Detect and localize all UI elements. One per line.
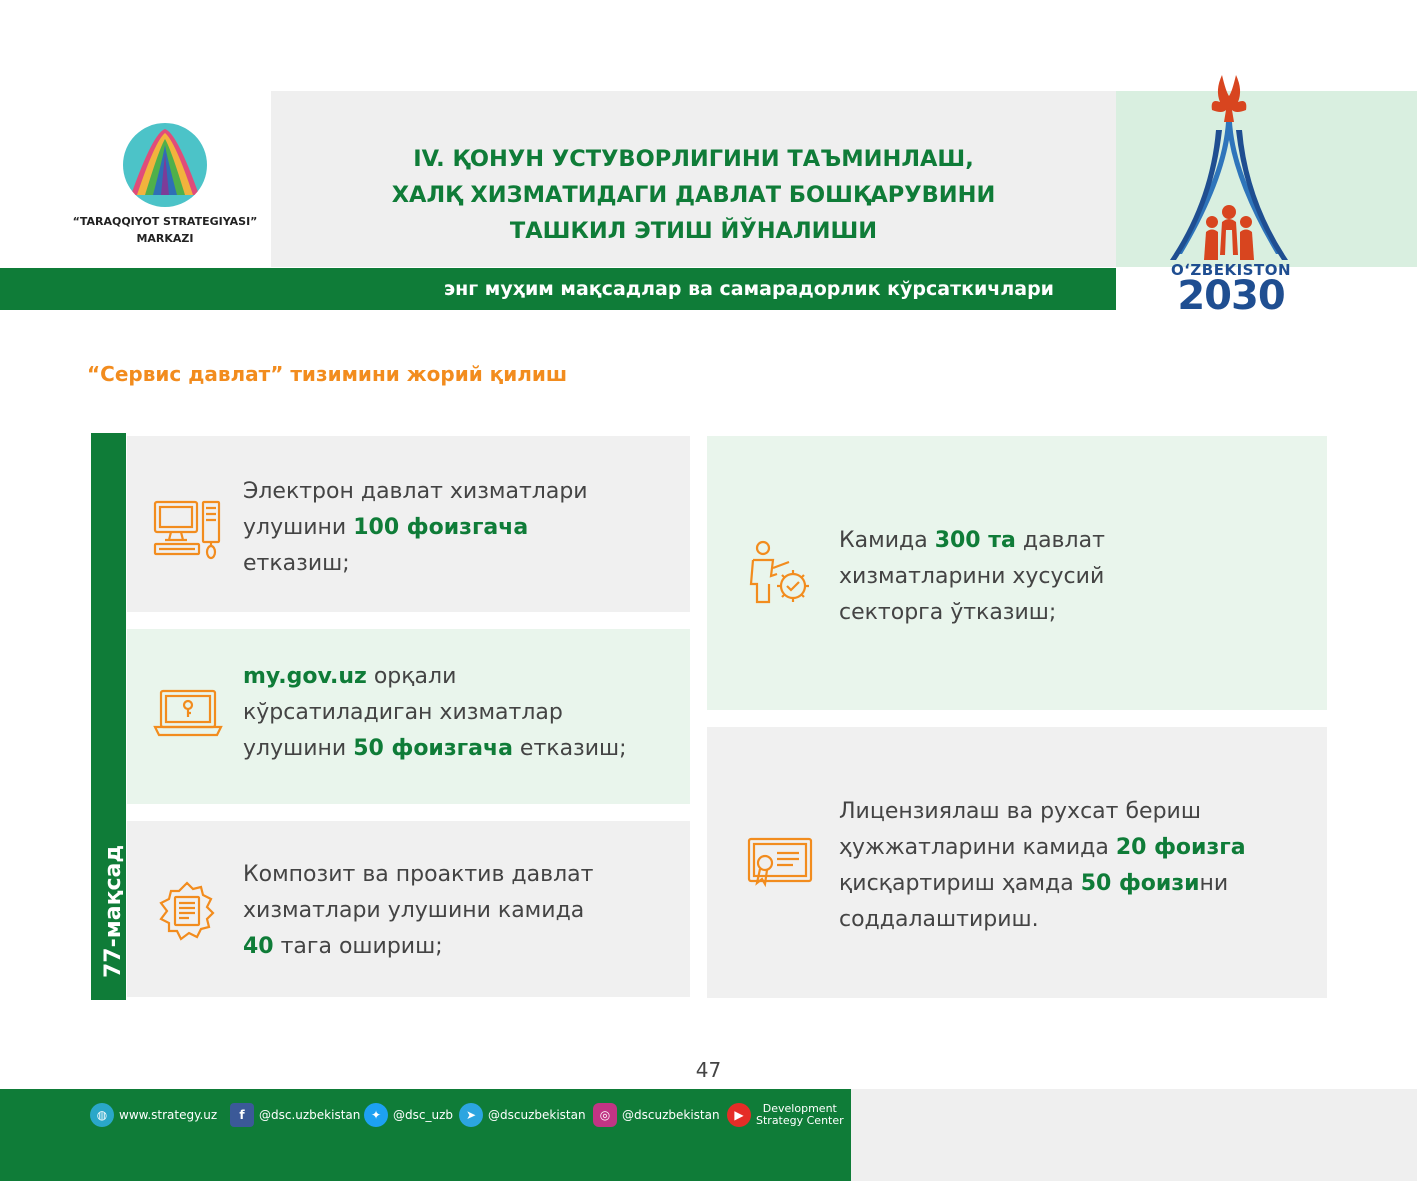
org-emblem-icon xyxy=(123,123,207,207)
card-3-line2: хизматлари улушини камида xyxy=(243,898,585,923)
card-2-highlight-site: my.gov.uz xyxy=(243,664,367,689)
org-logo xyxy=(60,95,270,265)
org-caption-line1: “TARAQQIYOT STRATEGIYASI” xyxy=(72,215,258,228)
card-1-text xyxy=(243,474,588,582)
goal-card-3 xyxy=(127,821,690,997)
footer-website[interactable] xyxy=(90,1101,217,1129)
card-1-line2 xyxy=(243,510,588,546)
org-caption-line2: MARKAZI xyxy=(136,232,194,245)
card-2-text-b: улушини xyxy=(243,736,354,761)
card-4-text-b: давлат xyxy=(1015,528,1105,553)
title-line3: ТАШКИЛ ЭТИШ ЙЎНАЛИШИ xyxy=(509,218,878,244)
goal-card-4 xyxy=(707,436,1327,710)
footer-right-panel xyxy=(851,1089,1417,1181)
card-5-text-c: ни xyxy=(1199,871,1229,896)
card-5-highlight-2: 50 фоизи xyxy=(1080,871,1200,896)
monument-icon xyxy=(1160,70,1300,270)
title-line2: ХАЛҚ ХИЗМАТИДАГИ ДАВЛАТ БОШҚАРУВИНИ xyxy=(391,182,996,208)
card-5-line1: Лицензиялаш ва рухсат бериш xyxy=(839,799,1201,824)
card-5-text-a: ҳужжатларини камида xyxy=(839,835,1116,860)
card-4-line1 xyxy=(839,523,1105,559)
footer-youtube-line1: Development xyxy=(762,1102,837,1115)
card-3-text-a: тага ошириш; xyxy=(273,934,443,959)
card-2-line1 xyxy=(243,659,627,695)
section-heading: “Сервис давлат” тизимини жорий қилиш xyxy=(87,362,568,386)
facebook-icon: f xyxy=(230,1103,254,1127)
goal-card-2 xyxy=(127,629,690,804)
computer-icon xyxy=(153,498,223,565)
card-5-text-b: қисқартириш ҳамда xyxy=(839,871,1081,896)
subtitle-bar xyxy=(0,268,1116,310)
footer-telegram-label: @dscuzbekistan xyxy=(488,1108,586,1122)
title-box xyxy=(271,91,1116,267)
card-5-highlight-1: 20 фоизга xyxy=(1115,835,1246,860)
laptop-icon xyxy=(153,687,223,744)
card-4-text-a: Камида xyxy=(839,528,935,553)
goal-card-1 xyxy=(127,436,690,612)
footer-telegram[interactable] xyxy=(459,1101,586,1129)
goal-label: 77-мақсад xyxy=(101,844,126,978)
youtube-icon: ▶ xyxy=(727,1103,751,1127)
instagram-icon: ◎ xyxy=(593,1103,617,1127)
card-1-text-a: улушини xyxy=(243,515,354,540)
footer-facebook-label: @dsc.uzbekistan xyxy=(259,1108,361,1122)
footer-youtube-line2: Strategy Center xyxy=(756,1114,844,1127)
goal-card-5 xyxy=(707,727,1327,998)
card-2-text-a: орқали xyxy=(366,664,457,689)
goal-bar xyxy=(91,433,126,1000)
brand-word: OʻZBEKISTON xyxy=(1170,261,1292,279)
footer-facebook[interactable] xyxy=(230,1101,360,1129)
card-1-highlight: 100 фоизгача xyxy=(353,515,529,540)
card-1-line3: етказиш; xyxy=(243,551,350,576)
card-3-highlight: 40 xyxy=(243,934,274,959)
card-4-line2: хизматларини хусусий xyxy=(839,564,1105,589)
card-4-highlight: 300 та xyxy=(934,528,1016,553)
footer-website-label: www.strategy.uz xyxy=(119,1108,218,1122)
telegram-icon: ➤ xyxy=(459,1103,483,1127)
footer-instagram-label: @dscuzbekistan xyxy=(622,1108,720,1122)
card-5-line3 xyxy=(839,866,1246,902)
brand-year: 2030 xyxy=(1177,273,1285,319)
document-gear-icon xyxy=(159,881,215,946)
card-4-line3: секторга ўтказиш; xyxy=(839,600,1057,625)
card-5-line4: соддалаштириш. xyxy=(839,907,1039,932)
card-4-text xyxy=(839,523,1105,631)
card-2-text xyxy=(243,659,627,767)
uzbekistan-2030-logo xyxy=(1160,70,1300,320)
person-gear-icon xyxy=(747,540,813,611)
page-title xyxy=(271,141,1116,249)
page-number: 47 xyxy=(695,1058,722,1082)
card-2-text-c: етказиш; xyxy=(512,736,627,761)
card-3-line3 xyxy=(243,929,593,965)
footer-youtube-label xyxy=(756,1103,844,1127)
card-2-line3 xyxy=(243,731,627,767)
globe-icon: ◍ xyxy=(90,1103,114,1127)
title-line1: IV. ҚОНУН УСТУВОРЛИГИНИ ТАЪМИНЛАШ, xyxy=(413,146,974,172)
card-5-line2 xyxy=(839,830,1246,866)
card-1-line1: Электрон давлат хизматлари xyxy=(243,479,588,504)
twitter-icon: ✦ xyxy=(364,1103,388,1127)
certificate-icon xyxy=(747,837,813,900)
card-5-text xyxy=(839,794,1246,938)
footer-twitter[interactable] xyxy=(364,1101,453,1129)
footer-twitter-label: @dsc_uzb xyxy=(393,1108,453,1122)
footer-instagram[interactable] xyxy=(593,1101,720,1129)
card-3-line1: Композит ва проактив давлат xyxy=(243,862,594,887)
card-2-line2: кўрсатиладиган хизматлар xyxy=(243,700,563,725)
footer-youtube[interactable] xyxy=(727,1101,844,1129)
card-2-highlight: 50 фоизгача xyxy=(353,736,513,761)
subtitle: энг муҳим мақсадлар ва самарадорлик кўрсаткичлари xyxy=(443,278,1054,300)
card-3-text xyxy=(243,857,593,965)
